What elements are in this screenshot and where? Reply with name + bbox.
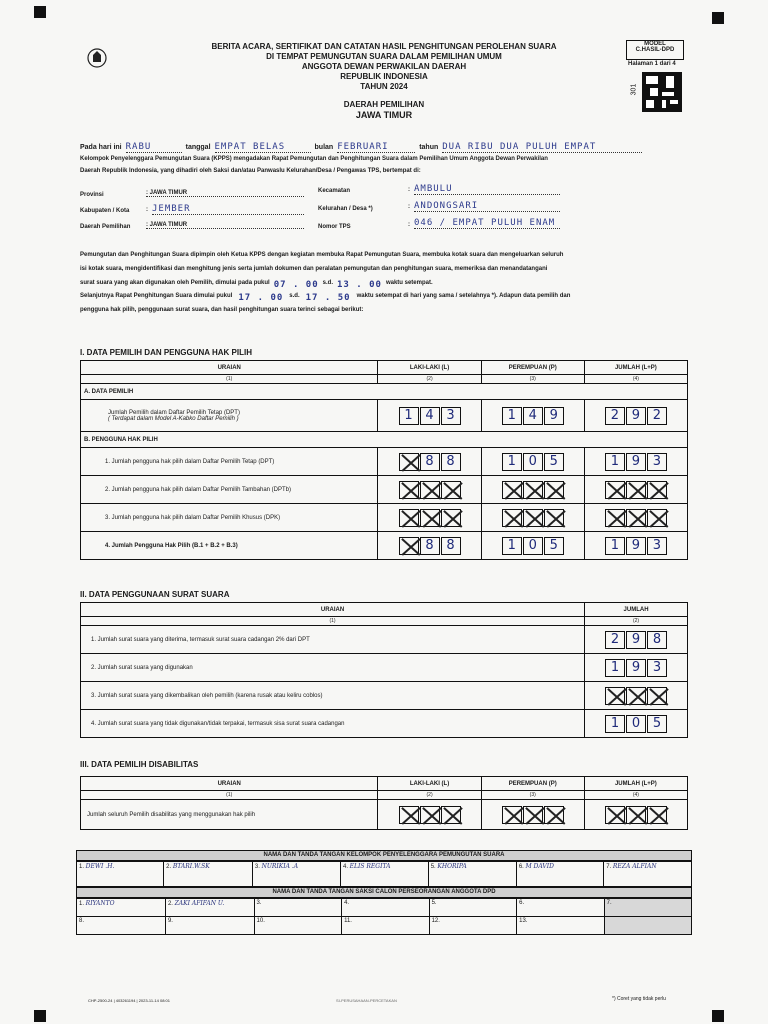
- b2-p-boxes: [485, 481, 581, 499]
- s3-col-l: LAKI-LAKI (L): [378, 777, 481, 791]
- saksi-number: 4.: [344, 900, 350, 906]
- hari-value: RABU: [126, 142, 182, 153]
- s1-b-row4: 4. Jumlah Pengguna Hak Pilih (B.1 + B.2 + B.3): [81, 532, 378, 560]
- kabupaten-colon: :: [146, 207, 148, 213]
- tahun-label: tahun: [419, 144, 439, 151]
- kabupaten-label: Kabupaten / Kota: [80, 208, 130, 214]
- kpps-signature-cell: [252, 862, 340, 887]
- crossed-digit-box: [441, 509, 461, 527]
- saksi-signature-cell: [77, 917, 166, 935]
- digit-box: 0: [523, 453, 543, 471]
- halaman-label: Halaman 1 dari 4: [628, 61, 676, 67]
- procedure-line-5: pengguna hak pilih, penggunaan surat suara, dan hasil penghitungan suara terinci sebagai berikut:: [80, 307, 364, 313]
- saksi-number: 9.: [167, 918, 173, 924]
- s3-num-p: (3): [481, 791, 584, 800]
- digit-box: 8: [420, 537, 440, 555]
- header-line-3: ANGGOTA DEWAN PERWAKILAN DAERAH: [301, 62, 467, 71]
- crossed-digit-box: [523, 806, 543, 824]
- crossed-digit-box: [647, 481, 667, 499]
- end-time-2: 17 . 50: [305, 293, 351, 303]
- kpps-number: 7.: [606, 864, 613, 870]
- s1-col-uraian: URAIAN: [81, 361, 378, 375]
- s2-r3-boxes: [588, 687, 684, 705]
- crossed-digit-box: [399, 537, 419, 555]
- header-line-5: TAHUN 2024: [360, 82, 408, 91]
- saksi-name: ZAKI AFIFAN U.: [174, 900, 225, 907]
- header-line-2: DI TEMPAT PEMUNGUTAN SUARA DALAM PEMILIHAN UMUM: [266, 52, 502, 61]
- saksi-number: 7.: [606, 900, 612, 906]
- opening-para-1: Kelompok Penyelenggara Pemungutan Suara (KPPS) mengadakan Rapat Pemungutan dan Penghitungan Suara dalam Pemilihan Umum Anggota Dewan Perwakilan: [80, 156, 548, 162]
- saksi-signature-cell: [429, 899, 517, 917]
- s2-r2-boxes: [588, 659, 684, 677]
- end-time-1: 13 . 00: [337, 280, 382, 290]
- digit-box: 3: [647, 453, 667, 471]
- daerah-value: JAWA TIMUR: [355, 110, 413, 120]
- s3-p-boxes: [485, 806, 581, 824]
- s2-col-uraian: URAIAN: [81, 603, 585, 617]
- s1-num-l: (2): [378, 375, 481, 384]
- digit-box: 8: [647, 631, 667, 649]
- tps-colon: :: [408, 222, 410, 228]
- saksi-signature-cell: [604, 899, 691, 917]
- kpps-number: 1.: [79, 864, 86, 870]
- crossed-digit-box: [647, 687, 667, 705]
- provinsi-label: Provinsi: [80, 192, 104, 198]
- kpps-row: [77, 862, 692, 887]
- saksi-signature-cell: [517, 917, 605, 935]
- crossed-digit-box: [502, 806, 522, 824]
- s1-b-row1: 1. Jumlah pengguna hak pilih dalam Daftar Pemilih Tetap (DPT): [81, 448, 378, 476]
- kpps-name: NURIKIA .A: [261, 863, 299, 870]
- digit-box: 3: [441, 407, 461, 425]
- sd-1: s.d.: [322, 280, 333, 286]
- kpps-name: REZA ALFIAN: [612, 863, 657, 870]
- section-3-table: [80, 776, 688, 830]
- header-line-4: REPUBLIK INDONESIA: [340, 72, 428, 81]
- provinsi-value: : JAWA TIMUR: [146, 190, 304, 197]
- s2-r4-boxes: [588, 715, 684, 733]
- tps-label: Nomor TPS: [318, 224, 351, 230]
- b3-j-boxes: [588, 509, 684, 527]
- crossed-digit-box: [523, 481, 543, 499]
- crossed-digit-box: [605, 687, 625, 705]
- saksi-number: 8.: [79, 918, 85, 924]
- digit-box: 0: [626, 715, 646, 733]
- digit-box: 1: [502, 407, 522, 425]
- kpps-number: 6.: [518, 864, 526, 870]
- kpps-signature-cell: [516, 862, 603, 887]
- dpt-l-boxes: [381, 407, 477, 425]
- digit-box: 1: [502, 453, 522, 471]
- kpps-number: 5.: [430, 864, 438, 870]
- saksi-number: 5.: [431, 900, 437, 906]
- procedure-line-3: [80, 280, 433, 290]
- s2-row3: 3. Jumlah surat suara yang dikembalikan oleh pemilih (karena rusak atau keliru coblos): [81, 682, 585, 710]
- corner-marker-br: [712, 1010, 724, 1022]
- start-time-2: 17 . 00: [238, 293, 284, 303]
- dapil-label: Daerah Pemilihan: [80, 224, 131, 230]
- procedure-line-2: isi kotak suara, mengidentifikasi dan menghitung jenis serta jumlah dokumen dan peralatan pemungutan dan penghitungan suara, memeriksa dan menandatangani: [80, 266, 548, 272]
- s1-a-row1-label: Jumlah Pemilih dalam Daftar Pemilih Tetap (DPT): [108, 409, 240, 416]
- procedure-line-3a: surat suara yang akan digunakan oleh Pemilih, dimulai pada pukul: [80, 280, 270, 286]
- digit-box: 2: [605, 631, 625, 649]
- digit-box: 5: [544, 537, 564, 555]
- saksi-number: 13.: [519, 918, 528, 924]
- crossed-digit-box: [647, 806, 667, 824]
- digit-box: 2: [647, 407, 667, 425]
- section-2-table: [80, 602, 688, 738]
- kpps-signature-cell: [77, 862, 164, 887]
- section-1-table: [80, 360, 688, 560]
- kpps-signature-cell: [428, 862, 516, 887]
- crossed-digit-box: [399, 509, 419, 527]
- digit-box: 3: [647, 537, 667, 555]
- s3-num-j: (4): [584, 791, 687, 800]
- b2-j-boxes: [588, 481, 684, 499]
- crossed-digit-box: [420, 509, 440, 527]
- kecamatan-colon: :: [408, 187, 410, 193]
- kpps-name: ELIS REGITA: [349, 863, 391, 870]
- digit-box: 1: [605, 537, 625, 555]
- s3-l-boxes: [381, 806, 477, 824]
- s2-row1: 1. Jumlah surat suara yang diterima, termasuk surat suara cadangan 2% dari DPT: [81, 626, 585, 654]
- digit-box: 3: [647, 659, 667, 677]
- s3-col-j: JUMLAH (L+P): [584, 777, 687, 791]
- digit-box: 9: [626, 631, 646, 649]
- crossed-digit-box: [544, 481, 564, 499]
- procedure-line-4b: waktu setempat di hari yang sama / setelahnya *). Adapun data pemilih dan: [356, 293, 571, 299]
- saksi-number: 6.: [519, 900, 525, 906]
- kpps-title: NAMA DAN TANDA TANGAN KELOMPOK PENYELENGGARA PEMUNGUTAN SUARA: [76, 850, 692, 861]
- saksi-title: NAMA DAN TANDA TANGAN SAKSI CALON PERSEORANGAN ANGGOTA DPD: [76, 887, 692, 898]
- digit-box: 1: [605, 659, 625, 677]
- corner-marker-tr: [712, 12, 724, 24]
- section-1-title: I. DATA PEMILIH DAN PENGGUNA HAK PILIH: [80, 348, 252, 357]
- s1-num-uraian: (1): [81, 375, 378, 384]
- b3-l-boxes: [381, 509, 477, 527]
- crossed-digit-box: [441, 481, 461, 499]
- kecamatan-label: Kecamatan: [318, 188, 351, 194]
- s1-col-l: LAKI-LAKI (L): [378, 361, 481, 375]
- crossed-digit-box: [544, 806, 564, 824]
- saksi-signature-cell: [429, 917, 517, 935]
- saksi-signature-cell: [342, 899, 430, 917]
- digit-box: 4: [523, 407, 543, 425]
- saksi-number: 10.: [256, 918, 265, 924]
- kpps-signature-cell: [164, 862, 253, 887]
- kpps-signature-cell: [340, 862, 428, 887]
- page-code: 301: [630, 83, 638, 96]
- model-value: C.HASIL-DPD: [635, 47, 675, 53]
- s1-num-j: (4): [584, 375, 687, 384]
- saksi-number: 2.: [167, 901, 175, 907]
- crossed-digit-box: [544, 509, 564, 527]
- saksi-row-2: [77, 917, 692, 935]
- opening-para-2: Daerah Republik Indonesia, yang dihadiri oleh Saksi dan/atau Panwaslu Kelurahan/Desa / Pengawas TPS, bertempat di:: [80, 168, 421, 174]
- saksi-number: 3.: [256, 900, 262, 906]
- s3-num-l: (2): [378, 791, 481, 800]
- digit-box: 1: [399, 407, 419, 425]
- footer-left: CHP-2500-24 | 403261194 | 2023-11-14 08:01: [88, 998, 170, 1003]
- tahun-value: DUA RIBU DUA PULUH EMPAT: [442, 142, 642, 153]
- crossed-digit-box: [420, 806, 440, 824]
- b1-l-boxes: [381, 453, 477, 471]
- procedure-line-3b: waktu setempat.: [385, 280, 433, 286]
- b3-p-boxes: [485, 509, 581, 527]
- saksi-signature-cell: [517, 899, 605, 917]
- digit-box: 9: [544, 407, 564, 425]
- crossed-digit-box: [399, 806, 419, 824]
- s3-col-p: PEREMPUAN (P): [481, 777, 584, 791]
- s1-b-title: B. PENGGUNA HAK PILIH: [81, 432, 688, 448]
- s3-num-uraian: (1): [81, 791, 378, 800]
- kabupaten-value: JEMBER: [152, 204, 304, 215]
- procedure-line-4a: Selanjutnya Rapat Penghitungan Suara dimulai pukul: [80, 293, 233, 299]
- footer-center: SI-PERUSAHAAN-PERCETAKAN: [336, 998, 397, 1003]
- digit-box: 5: [544, 453, 564, 471]
- section-3-title: III. DATA PEMILIH DISABILITAS: [80, 760, 199, 769]
- saksi-table: [76, 898, 692, 935]
- digit-box: 1: [605, 453, 625, 471]
- s1-b-row3: 3. Jumlah pengguna hak pilih dalam Daftar Pemilih Khusus (DPK): [81, 504, 378, 532]
- kpps-number: 4.: [342, 864, 350, 870]
- s3-col-uraian: URAIAN: [81, 777, 378, 791]
- crossed-digit-box: [502, 481, 522, 499]
- saksi-row-1: [77, 899, 692, 917]
- saksi-signature-cell: [254, 899, 342, 917]
- crossed-digit-box: [626, 687, 646, 705]
- qr-code: [642, 72, 682, 112]
- saksi-signature-cell: [165, 899, 254, 917]
- digit-box: 5: [647, 715, 667, 733]
- crossed-digit-box: [605, 481, 625, 499]
- digit-box: 8: [420, 453, 440, 471]
- b2-l-boxes: [381, 481, 477, 499]
- s1-a-title: A. DATA PEMILIH: [81, 384, 688, 400]
- crossed-digit-box: [647, 509, 667, 527]
- model-box: [626, 40, 684, 60]
- digit-box: 1: [502, 537, 522, 555]
- tps-value: 046 / EMPAT PULUH ENAM: [414, 218, 560, 229]
- saksi-signature-cell: [254, 917, 342, 935]
- digit-box: 4: [420, 407, 440, 425]
- s2-row2: 2. Jumlah surat suara yang digunakan: [81, 654, 585, 682]
- saksi-filler-cell: [604, 917, 691, 935]
- saksi-name: RIYANTO: [85, 900, 115, 907]
- bulan-value: FEBRUARI: [337, 142, 415, 153]
- s1-col-j: JUMLAH (L+P): [584, 361, 687, 375]
- b4-j-boxes: [588, 537, 684, 555]
- saksi-signature-cell: [77, 899, 166, 917]
- signature-section: [76, 850, 692, 935]
- digit-box: 9: [626, 659, 646, 677]
- opening-line: [80, 142, 690, 153]
- digit-box: 9: [626, 453, 646, 471]
- dpt-p-boxes: [485, 407, 581, 425]
- crossed-digit-box: [626, 509, 646, 527]
- s2-row4: 4. Jumlah surat suara yang tidak digunakan/tidak terpakai, termasuk sisa surat suara cadangan: [81, 710, 585, 738]
- crossed-digit-box: [626, 806, 646, 824]
- dpt-j-boxes: [588, 407, 684, 425]
- section-2-title: II. DATA PENGGUNAAN SURAT SUARA: [80, 590, 230, 599]
- digit-box: 8: [441, 537, 461, 555]
- hari-label: Pada hari ini: [80, 144, 122, 151]
- crossed-digit-box: [523, 509, 543, 527]
- b1-j-boxes: [588, 453, 684, 471]
- saksi-number: 12.: [431, 918, 440, 924]
- digit-box: 2: [605, 407, 625, 425]
- kelurahan-colon: :: [408, 204, 410, 210]
- b1-p-boxes: [485, 453, 581, 471]
- dapil-value: : JAWA TIMUR: [146, 222, 304, 229]
- crossed-digit-box: [626, 481, 646, 499]
- s2-r1-boxes: [588, 631, 684, 649]
- saksi-number: 1.: [79, 901, 86, 907]
- kpps-name: DEWI .H.: [85, 863, 115, 870]
- b4-l-boxes: [381, 537, 477, 555]
- s1-a-row1-note: ( Terdapat dalam Model A-Kabko Daftar Pemilih ): [108, 415, 239, 422]
- b4-p-boxes: [485, 537, 581, 555]
- kpps-table: [76, 861, 692, 887]
- saksi-signature-cell: [165, 917, 254, 935]
- kpps-name: M DAVID: [525, 863, 554, 870]
- crossed-digit-box: [399, 481, 419, 499]
- digit-box: 9: [626, 407, 646, 425]
- crossed-digit-box: [441, 806, 461, 824]
- s1-num-p: (3): [481, 375, 584, 384]
- model-label: MODEL: [644, 41, 666, 47]
- s1-b-row2: 2. Jumlah pengguna hak pilih dalam Daftar Pemilih Tambahan (DPTb): [81, 476, 378, 504]
- header-line-1: BERITA ACARA, SERTIFIKAT DAN CATATAN HASIL PENGHITUNGAN PEROLEHAN SUARA: [211, 42, 557, 51]
- s2-num-uraian: (1): [81, 617, 585, 626]
- kelurahan-label: Kelurahan / Desa *): [318, 206, 373, 212]
- digit-box: 9: [626, 537, 646, 555]
- crossed-digit-box: [399, 453, 419, 471]
- crossed-digit-box: [605, 806, 625, 824]
- procedure-line-4: [80, 293, 570, 303]
- kpps-number: 3.: [254, 864, 262, 870]
- crossed-digit-box: [420, 481, 440, 499]
- kpps-signature-cell: [604, 862, 692, 887]
- s1-a-row1: [81, 400, 378, 432]
- s3-row1: Jumlah seluruh Pemilih disabilitas yang menggunakan hak pilih: [81, 800, 378, 830]
- bulan-label: bulan: [314, 144, 334, 151]
- tanggal-label: tanggal: [185, 144, 211, 151]
- s2-num-jumlah: (2): [585, 617, 688, 626]
- digit-box: 0: [523, 537, 543, 555]
- s2-col-jumlah: JUMLAH: [585, 603, 688, 617]
- saksi-signature-cell: [342, 917, 430, 935]
- digit-box: 8: [441, 453, 461, 471]
- tanggal-value: EMPAT BELAS: [215, 142, 311, 153]
- crossed-digit-box: [605, 509, 625, 527]
- saksi-number: 11.: [344, 918, 352, 924]
- kelurahan-value: ANDONGSARI: [414, 201, 560, 212]
- corner-marker-tl: [34, 6, 46, 18]
- procedure-line-1: Pemungutan dan Penghitungan Suara dipimpin oleh Ketua KPPS dengan kegiatan membuka Rapat Pemungutan Suara, membuka kotak suara dan mengeluarkan seluruh: [80, 252, 564, 258]
- digit-box: 1: [605, 715, 625, 733]
- kecamatan-value: AMBULU: [414, 184, 560, 195]
- crossed-digit-box: [502, 509, 522, 527]
- footer-right: *) Coret yang tidak perlu: [612, 996, 666, 1002]
- s3-j-boxes: [588, 806, 684, 824]
- start-time-1: 07 . 00: [273, 280, 319, 290]
- kpps-number: 2.: [166, 864, 173, 870]
- kpps-name: BTARI.W.SK: [172, 863, 210, 870]
- sd-2: s.d.: [289, 293, 300, 299]
- corner-marker-bl: [34, 1010, 46, 1022]
- kpps-name: KHORIPA: [437, 863, 467, 870]
- s1-col-p: PEREMPUAN (P): [481, 361, 584, 375]
- daerah-label: DAERAH PEMILIHAN: [343, 100, 425, 109]
